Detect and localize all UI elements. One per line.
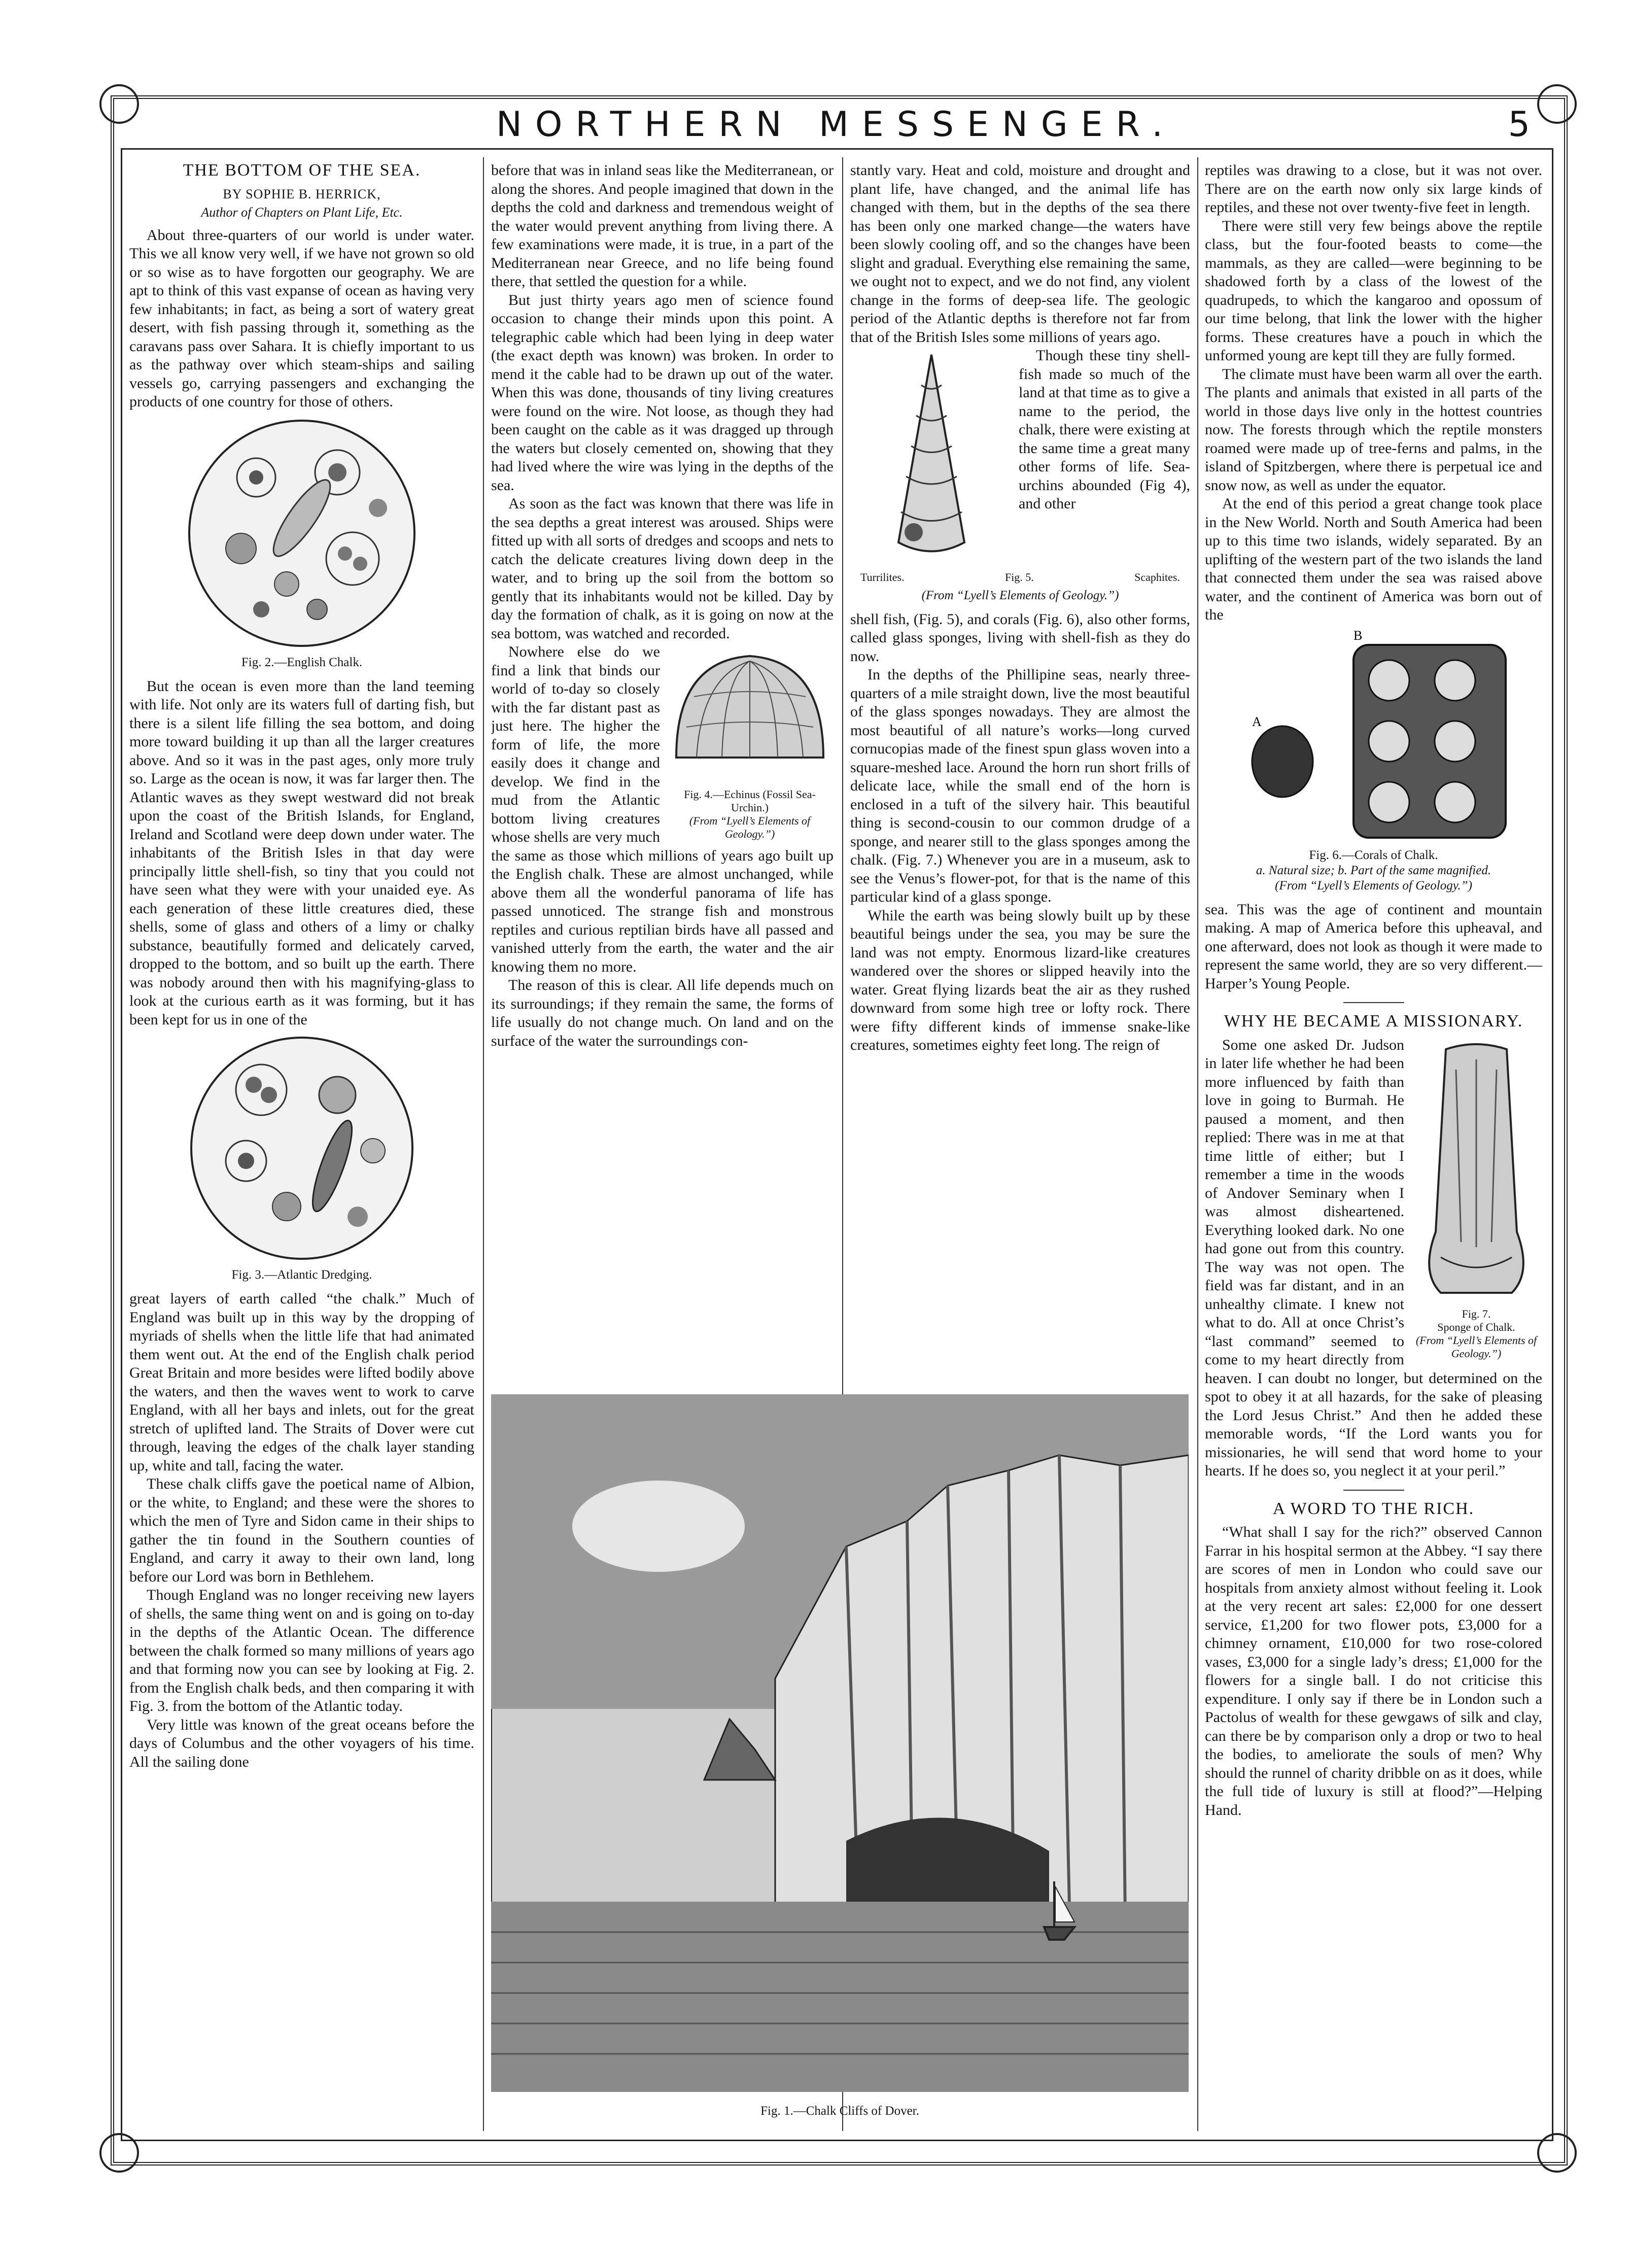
chalk-cliffs-illustration (491, 1394, 1189, 2092)
figure-caption: Sponge of Chalk. (1437, 1321, 1515, 1333)
masthead (122, 100, 1550, 148)
figure-caption: Fig. 3.—Atlantic Dredging. (231, 1268, 372, 1282)
column-3 (850, 161, 1190, 1389)
section-divider (1343, 1002, 1404, 1003)
article-paragraph: Nowhere else do we find a link that binds our world of to-day so closely with the far distant past as just here. The higher the form of life, the more easily does it change and develop. We find in the mud from the Atlantic bottom living creatures whose shells are very much the same as those which millions of years ago built up the English chalk. These are almost unchanged, while above them all the wonderful panorama of life has passed unnoticed. The strange fish and monstrous reptiles and curious reptilian birds have all passed and vanished utterly from the earth, the water and the air knowing them no more. (491, 643, 834, 975)
fig5-captions (850, 571, 1190, 584)
corner-ornament (99, 2133, 139, 2173)
article-paragraph: shell fish, (Fig. 5), and corals (Fig. 6), also other forms, called glass sponges, living with shell-fish as they do now. (850, 610, 1190, 665)
turrilites-illustration (850, 350, 1013, 563)
label-a: A (1252, 714, 1262, 729)
figure-echinus (666, 646, 834, 841)
figure-detail: a. Natural size; b. Part of the same magnified. (1256, 863, 1491, 877)
article-paragraph: Very little was known of the great oceans before the days of Columbus and the other voyagers of his time. All the sailing done (129, 1716, 474, 1770)
echinus-illustration (666, 646, 834, 783)
column-divider (483, 157, 484, 2131)
article-paragraph: About three-quarters of our world is under water. This we all know very well, if we have not grown so old or so wise as to have forgotten our geography. We are apt to think of this vast expanse of ocean as having very few inhabitants; in fact, as being a sort of watery great desert, with fish passing through it, something as the caravans pass over Sahara. It is chiefly important to us as the pathway over which steam-ships and sailing vessels go, carrying passengers and exchanging the products of one country for those of others. (129, 226, 474, 410)
figure-english-chalk (185, 417, 419, 650)
column-1 (129, 161, 474, 1771)
section-divider (1343, 1490, 1404, 1491)
article-paragraph: stantly vary. Heat and cold, moisture and drought and plant life, have changed, and the animal life has changed with them, but in the depths of the sea there has been only one marked change—the waters have been slowly cooling off, and so the changes have been slight and gradual. Everything else remaining the same, we ought not to expect, and we do not find, any violent change in the forms of deep-sea life. The geologic period of the Atlantic depths is therefore not far from that of the British Isles some millions of years ago. (850, 162, 1190, 346)
figure-source: (From “Lyell’s Elements of Geology.”) (1275, 878, 1472, 892)
article-headline: WHY HE BECAME A MISSIONARY. (1224, 1012, 1523, 1030)
article-headline: A WORD TO THE RICH. (1272, 1499, 1475, 1518)
figure-label: Fig. 7. (1462, 1308, 1491, 1320)
article-paragraph: At the end of this period a great change took place in the New World. North and South America had been up to this time two islands, widely separated. By an uplifting of the western part of the two islands the land that connected them under the sea was raised above water, and the continent of America was born out of the (1205, 495, 1542, 623)
figure-corals (1232, 630, 1516, 843)
figure-caption: Fig. 4.—Echinus (Fossil Sea-Urchin.) (684, 787, 816, 814)
article-paragraph: Though England was no longer receiving new layers of shells, the same thing went on and is going on to-day in the depths of the Atlantic Ocean. The difference between the chalk formed so many millions of years ago and that forming now you can see by looking at Fig. 2. from the English chalk beds, and then comparing it with Fig. 3. from the bottom of the Atlantic today. (129, 1587, 474, 1714)
corner-ornament (1537, 2133, 1577, 2173)
article-paragraph: The climate must have been warm all over the earth. The plants and animals that existed in all parts of the world in those days live only in the hottest countries now. The forests through which the reptile monsters roamed were made up of tree-ferns and palms, in the island of Spitzbergen, where there is perpetual ice and snow now, as well as under the equator. (1205, 365, 1542, 494)
figure-source: (From “Lyell’s Elements of Geology.”) (921, 588, 1119, 602)
article-paragraph: There were still very few beings above the reptile class, but the four-footed beasts to come—the mammals, as they are called—were beginning to be shadowed forth by a class of the lowest of the quadrupeds, to which the kangaroo and opossum of our time belong, that link the lower with the higher forms. These creatures have a pouch in which the unformed young are kept till they are fully formed. (1205, 217, 1542, 364)
sponge-illustration (1410, 1039, 1542, 1303)
figure-caption: Turrilites. (860, 570, 905, 583)
corals-illustration (1232, 630, 1516, 843)
figure-source: (From “Lyell’s Elements of Geology.”) (1415, 1334, 1537, 1360)
figure-sponge (1410, 1039, 1542, 1361)
atlantic-dredging-illustration (185, 1034, 419, 1262)
article-paragraph: In the depths of the Phillipine seas, nearly three-quarters of a mile straight down, live the most beautiful of the glass sponges nowadays. They are almost the most beautiful of all nature’s works—long curved cornucopias made of the finest spun glass woven into a square-meshed lace. Around the horn run short frills of delicate lace, while the small end of the horn is enclosed in a tuft of the silvery hair. This beautiful thing is second-cousin to our common drudge of a sponge, and nearer still to the glass sponges among the chalk. (Fig. 7.) Whenever you are in a museum, ask to see the Venus’s flower-pot, for that is the name of this particular kind of a glass sponge. (850, 666, 1190, 905)
article-paragraph: These chalk cliffs gave the poetical name of Albion, or the white, to England; and these were the shores to which the men of Tyre and Sidon came in their ships to gather the tin found in the Southern counties of England, and carry it away to their own land, long before our Lord was born in Bethlehem. (129, 1475, 474, 1585)
article-paragraph: reptiles was drawing to a close, but it was not over. There are on the earth now only six large kinds of reptiles, and these not over twenty-five feet in length. (1205, 162, 1542, 216)
article-paragraph: But just thirty years ago men of science found occasion to change their minds upon this point. A telegraphic cable which had been lying in deep water (the exact depth was known) was broken. In order to mend it the cable had to be drawn up out of the water. When this was done, thousands of tiny living creatures were found on the wire. Not loose, as though they had been caught on the cable as it was dragged up through the waters but closely cemented on, showing that they had lived where the wire was lying in the depths of the sea. (491, 291, 834, 494)
figure-label: Fig. 5. (1004, 570, 1034, 583)
figure-caption: Fig. 1.—Chalk Cliffs of Dover. (760, 2104, 919, 2118)
page-number: 5 (1508, 105, 1530, 145)
article-paragraph: The reason of this is clear. All life depends much on its surroundings; if they remain the same, the forms of life usually do not change much. On land and on the surface of the water the surroundings con- (491, 977, 834, 1049)
article-paragraph: “What shall I say for the rich?” observed Cannon Farrar in his hospital sermon at the Abbey. “I say there are scores of men in London who could save our hospitals from anxiety almost without feeling it. Look at the very recent art sales: £2,000 for one dessert service, £1,200 for two flower pots, £3,000 for a chimney ornament, £10,000 for two rose-colored vases, £3,000 for a single lady’s dress; £1,000 for the flowers for a single ball. I do not criticise this expenditure. I only say if there be in London such a Pactolus of wealth for these gewgaws of silk and clay, can there be by comparison only a drop or two to heal the bodies, to ameliorate the souls of men? Why should the runnel of charity dribble on as it does, while the full tide of luxury is still at flood?”—Helping Hand. (1205, 1524, 1542, 1818)
column-divider (1197, 157, 1198, 2131)
article-paragraph: While the earth was being slowly built up by these beautiful beings under the sea, you may be sure the land was not empty. Enormous lizard-like creatures wandered over the shores or slipped heavily into the water. Great flying lizards beat the air as they rushed downward from some high tree or lofty rock. There were fifty different kinds of immense snake-like creatures, sometimes eighty feet long. The reign of (850, 907, 1190, 1053)
figure-chalk-cliffs (491, 1394, 1189, 2117)
article-paragraph: Though these tiny shell-fish made so much of the land at that time as to give a name to the period, the chalk, there were existing at the same time a great many other forms of life. Sea-urchins abounded (Fig 4), and other (1019, 347, 1190, 512)
author-note: Author of Chapters on Plant Life, Etc. (201, 205, 403, 220)
figure-turrilites (850, 350, 1013, 568)
newspaper-title: NORTHERN MESSENGER. (496, 105, 1176, 145)
label-b: B (1353, 629, 1362, 643)
figure-source: (From “Lyell’s Elements of Geology.”) (689, 814, 811, 840)
english-chalk-illustration (185, 417, 419, 650)
figure-caption: Scaphites. (1134, 570, 1180, 583)
figure-atlantic-dredging (185, 1034, 419, 1262)
article-paragraph: sea. This was the age of continent and mountain making. A map of America before this upheaval, and one afterward, does not look as though it were made to represent the same world, they are so very different.—Harper’s Young People. (1205, 901, 1542, 992)
article-paragraph: As soon as the fact was known that there was life in the sea depths a great interest was aroused. Ships were fitted up with all sorts of dredges and scoops and nets to catch the delicate creatures living down deep in the water, and to bring up the soil from the bottom so gently that its inhabitants would not be killed. Day by day the formation of chalk, as it is going on now at the sea bottom, was watched and recorded. (491, 495, 834, 642)
article-paragraph: Some one asked Dr. Judson in later life whether he had been more influenced by faith than love in going to Burmah. He paused a moment, and then replied: There was in me at that time little of either; but I remember a time in the woods of Andover Seminary when I was almost disheartened. Everything looked dark. No one had gone out from this country. The way was not open. The field was far distant, and in an unhealthy climate. I knew not what to do. All at once Christ’s “last command” seemed to come to my heart directly from heaven. I can doubt no longer, but determined on the spot to obey it at all hazards, for the sake of pleasing the Lord Jesus Christ.” And then he added these memorable words, “If the Lord wants you for missionaries, he will send that word home to your hearts. If he does so, you neglect it at your peril.” (1205, 1036, 1542, 1479)
article-paragraph: But the ocean is even more than the land teeming with life. Not only are its waters full of darting fish, but there is a silent life filling the sea bottom, and doing more toward building it up than all the larger creatures above. And so it was in the past ages, only more truly so. Large as the ocean is now, it was far larger then. The Atlantic waves as they swept westward did not break upon the coast of the British Islands, for England, Ireland and Scotland were deep down under water. The inhabitants of the British Isles in that day were principally little shell-fish, so tiny that you could not have seen what they were with your unaided eye. As each generation of these little creatures died, these shells, some of glass and others of a limy or chalky substance, beautifully formed and delicately carved, dropped to the bottom, and so built up the earth. There was nobody around then with his magnifying-glass to look at the curious earth as it was forming, but it has been kept for us in one of the (129, 677, 474, 1028)
column-4 (1205, 161, 1542, 1819)
article-paragraph: great layers of earth called “the chalk.” Much of England was built up in this way by the dropping of myriads of shells when the little life that had animated them went out. At the end of the English chalk period Great Britain and more besides were lifted bodily above the waters, and then the waves went to work to carve England, with all her bays and inlets, out for the great stretch of uplifted land. The Straits of Dover were cut through, leaving the edges of the chalk layer standing up, white and tall, facing the water. (129, 1290, 474, 1474)
figure-caption: Fig. 2.—English Chalk. (241, 655, 363, 669)
article-paragraph: before that was in inland seas like the Mediterranean, or along the shores. And people imagined that down in the depths the cold and darkness and tremendous weight of the water would prevent anything from living there. A few examinations were made, it is true, in a part of the Mediterranean near Greece, and no life being found there, that settled the question for a while. (491, 162, 834, 290)
column-2 (491, 161, 834, 1389)
figure-caption: Fig. 6.—Corals of Chalk. (1309, 848, 1438, 862)
article-byline: BY SOPHIE B. HERRICK, (223, 186, 381, 201)
article-headline: THE BOTTOM OF THE SEA. (183, 161, 421, 180)
